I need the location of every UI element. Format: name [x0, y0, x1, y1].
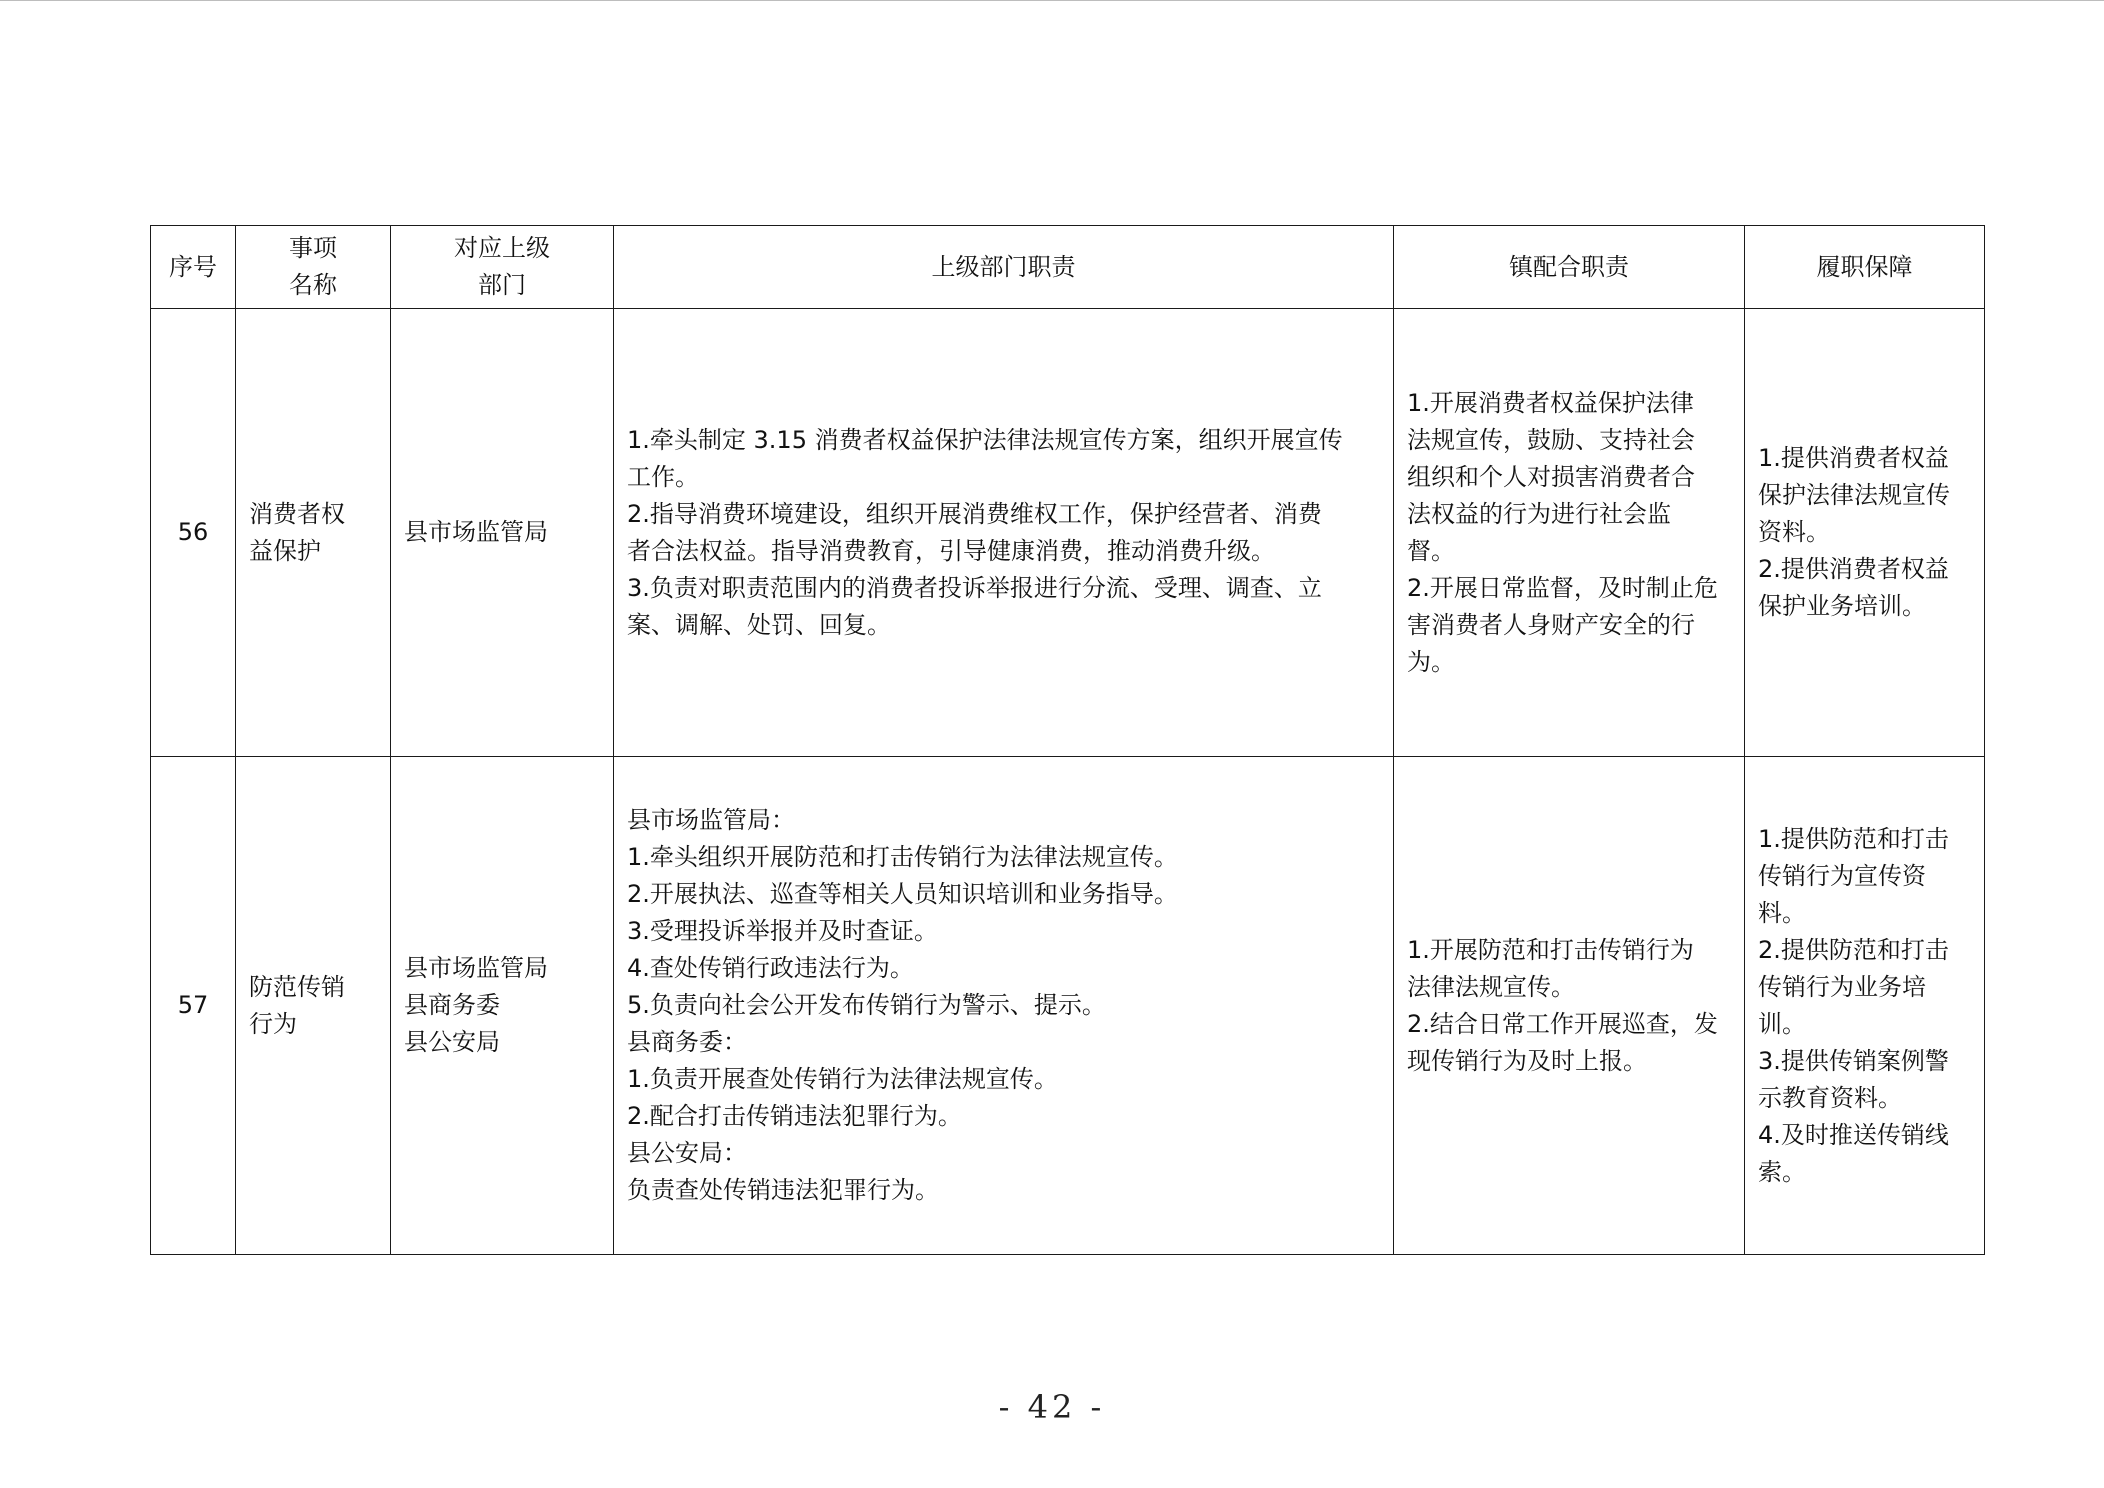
- row-upper-duty: 县市场监管局： 1.牵头组织开展防范和打击传销行为法律法规宣传。 2.开展执法、巡查等相关人员知识培训和业务指导。 3.受理投诉举报并及时查证。 4.查处传销行政违法行为。 5.负责向社会公开发布传销行为警示、提示。 县商务委： 1.负责开展查处传销行为法律法规宣传。 2.配合打击传销违法犯罪行为。 县公安局： 负责查处传销违法犯罪行为。: [614, 757, 1394, 1255]
- header-upper-dept: 对应上级 部门: [391, 226, 614, 309]
- row-item-name: 防范传销 行为: [236, 757, 391, 1255]
- header-seq: 序号: [151, 226, 236, 309]
- row-guarantee: 1.提供防范和打击 传销行为宣传资 料。 2.提供防范和打击 传销行为业务培 训。 3.提供传销案例警 示教育资料。 4.及时推送传销线 索。: [1745, 757, 1985, 1255]
- table-row: [151, 309, 1985, 757]
- header-guarantee: 履职保障: [1745, 226, 1985, 309]
- top-border-line: [0, 0, 2104, 1]
- header-town-duty: 镇配合职责: [1394, 226, 1745, 309]
- row-seq: 57: [151, 757, 236, 1255]
- row-item-name: 消费者权 益保护: [236, 309, 391, 757]
- row-upper-duty: 1.牵头制定 3.15 消费者权益保护法律法规宣传方案，组织开展宣传 工作。 2.指导消费环境建设，组织开展消费维权工作，保护经营者、消费 者合法权益。指导消费教育，引导健康消费，推动消费升级。 3.负责对职责范围内的消费者投诉举报进行分流、受理、调查、立 案、调解、处罚、回复。: [614, 309, 1394, 757]
- row-upper-dept: 县市场监管局: [391, 309, 614, 757]
- duty-table: [150, 225, 1985, 1255]
- page-number: - 42 -: [998, 1388, 1106, 1426]
- row-upper-dept: 县市场监管局 县商务委 县公安局: [391, 757, 614, 1255]
- header-item-name: 事项 名称: [236, 226, 391, 309]
- row-guarantee: 1.提供消费者权益 保护法律法规宣传 资料。 2.提供消费者权益 保护业务培训。: [1745, 309, 1985, 757]
- table-header-row: [151, 226, 1985, 309]
- header-upper-duty: 上级部门职责: [614, 226, 1394, 309]
- table-row: [151, 757, 1985, 1255]
- row-seq: 56: [151, 309, 236, 757]
- row-town-duty: 1.开展消费者权益保护法律 法规宣传，鼓励、支持社会 组织和个人对损害消费者合 法权益的行为进行社会监 督。 2.开展日常监督，及时制止危 害消费者人身财产安全的行 为。: [1394, 309, 1745, 757]
- row-town-duty: 1.开展防范和打击传销行为 法律法规宣传。 2.结合日常工作开展巡查，发 现传销行为及时上报。: [1394, 757, 1745, 1255]
